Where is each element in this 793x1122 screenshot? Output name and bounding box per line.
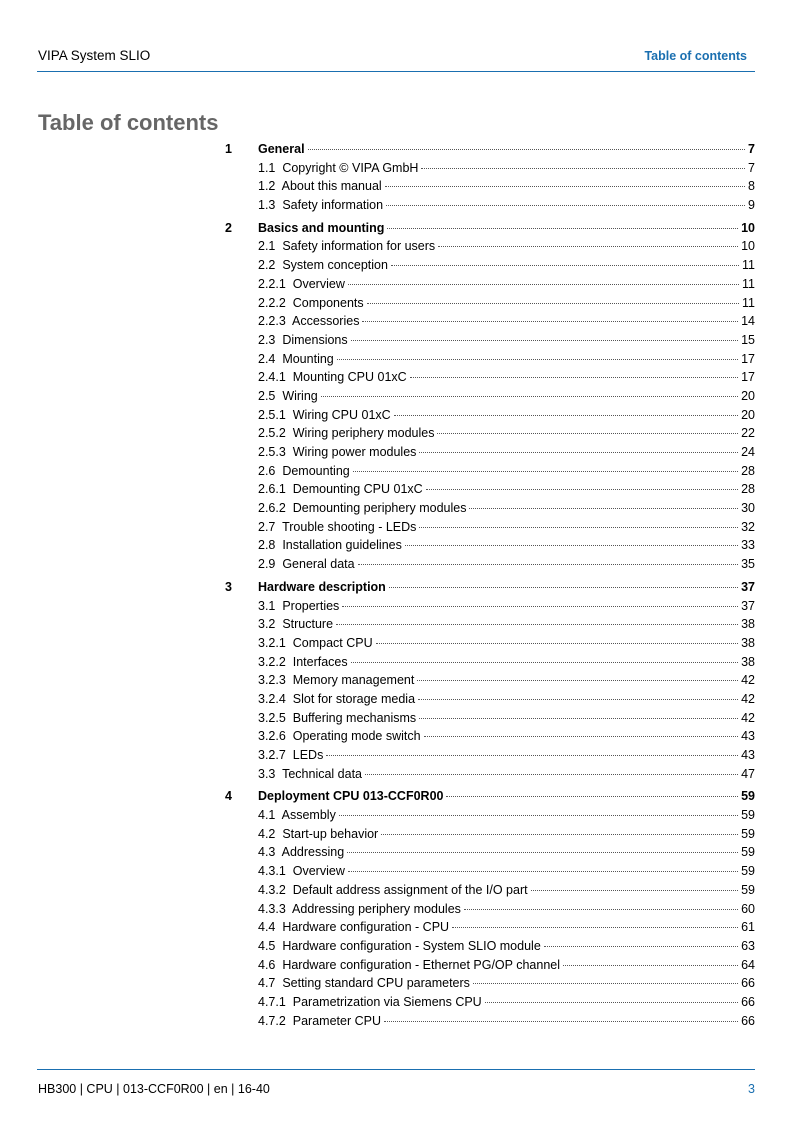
toc-row[interactable] [225,480,755,499]
toc-entry-title: 4.7.1 Parametrization via Siemens CPU [258,994,482,1009]
toc-entry[interactable] [258,350,755,369]
toc-entry-title: 2.4.1 Mounting CPU 01xC [258,370,407,385]
toc-row[interactable] [225,536,755,555]
toc-entry-title: 4.5 Hardware configuration - System SLIO module [258,938,541,953]
header-product: VIPA System SLIO [38,48,151,63]
toc-entry-title: 2.5.2 Wiring periphery modules [258,426,435,441]
toc-page-number: 30 [741,501,755,516]
toc-row[interactable] [225,690,755,709]
toc-dot-leader [419,445,738,454]
toc-entry-title: 2.7 Trouble shooting - LEDs [258,519,417,534]
toc-page-number: 37 [741,598,755,613]
toc-entry-title: Deployment CPU 013-CCF0R00 [258,789,444,804]
toc-row[interactable] [225,237,755,256]
toc-dot-leader [353,463,738,472]
toc-entry-title: 3.2.5 Buffering mechanisms [258,710,417,725]
toc-page-number: 59 [741,864,755,879]
toc-chapter-number: 1 [225,142,232,156]
toc-dot-leader [424,729,739,738]
toc-page-number: 28 [741,463,755,478]
toc-chapter-number: 2 [225,220,232,235]
toc-entry[interactable] [258,312,755,331]
toc-page-number: 66 [741,976,755,991]
toc-chapter-row[interactable] [225,219,755,238]
toc-dot-leader [410,370,738,379]
toc-page-number: 60 [741,901,755,916]
toc-entry[interactable] [258,424,755,443]
toc-entry-title: 4.4 Hardware configuration - CPU [258,920,450,935]
toc-dot-leader [544,938,738,947]
toc-row[interactable] [225,634,755,653]
toc-entry-title: 2.6 Demounting [258,463,350,478]
toc-row[interactable] [225,443,755,462]
toc-entry[interactable] [258,237,755,256]
toc-row[interactable] [225,615,755,634]
toc-entry-title: 1.3 Safety information [258,198,384,213]
toc-row[interactable] [225,462,755,481]
toc-entry[interactable] [258,140,755,159]
toc-page-number: 59 [741,845,755,860]
toc-entry[interactable] [258,900,755,919]
toc-page-number: 14 [741,314,755,329]
toc-row[interactable] [225,937,755,956]
toc-dot-leader [391,258,739,267]
toc-page-number: 66 [741,994,755,1009]
toc-page-number: 63 [741,938,755,953]
toc-dot-leader [339,808,738,817]
toc-entry-title: 4.1 Assembly [258,808,336,823]
toc-entry-title: 4.3.2 Default address assignment of the I/O part [258,882,528,897]
toc-page-number: 59 [741,789,755,804]
toc-page-number: 11 [742,276,755,291]
toc-dot-leader [365,766,738,775]
toc-entry[interactable] [258,974,755,993]
toc-dot-leader [419,710,738,719]
toc-dot-leader [469,501,738,510]
toc-entry[interactable] [258,406,755,425]
toc-entry-title: 3.3 Technical data [258,766,363,781]
toc-chapter-row[interactable] [225,140,755,159]
toc-page-number: 8 [748,179,755,194]
toc-entry[interactable] [258,462,755,481]
toc-entry[interactable] [258,727,755,746]
toc-row[interactable] [225,862,755,881]
toc-dot-leader [437,426,738,435]
toc-row[interactable] [225,350,755,369]
toc-page-number: 61 [741,920,755,935]
toc-dot-leader [362,314,738,323]
toc-page-number: 33 [741,538,755,553]
toc-entry-title: 1.1 Copyright © VIPA GmbH [258,160,419,175]
toc-dot-leader [367,295,739,304]
toc-page-number: 38 [741,617,755,632]
toc-row[interactable] [225,709,755,728]
toc-page-number: 59 [741,826,755,841]
toc-entry[interactable] [258,578,755,597]
toc-entry-title: 2.6.1 Demounting CPU 01xC [258,482,423,497]
toc-entry-title: 3.2.4 Slot for storage media [258,691,416,706]
toc-dot-leader [348,276,739,285]
toc-entry[interactable] [258,690,755,709]
toc-row[interactable] [225,555,755,574]
toc-row[interactable] [225,424,755,443]
toc-entry-title: 2.5.3 Wiring power modules [258,445,417,459]
toc-dot-leader [389,579,738,588]
toc-entry[interactable] [258,256,755,275]
toc-entry-title: 3.1 Properties [258,598,340,613]
toc-entry-title: 4.3 Addressing [258,845,345,860]
toc-entry[interactable] [258,196,755,215]
toc-entry[interactable] [258,387,755,406]
toc-entry-title: 4.6 Hardware configuration - Ethernet PG/OP channel [258,957,561,972]
toc-page-number: 17 [741,370,755,385]
toc-row[interactable] [225,597,755,616]
toc-dot-leader [386,198,745,207]
toc-page-number: 28 [741,482,755,497]
toc-entry[interactable] [258,671,755,690]
toc-page-number: 10 [741,239,755,254]
toc-entry[interactable] [258,331,755,350]
toc-page-number: 11 [742,258,755,273]
toc-page-number: 38 [741,654,755,669]
toc-dot-leader [385,179,745,188]
toc-dot-leader [421,160,745,169]
toc-dot-leader [438,239,738,248]
toc-entry[interactable] [258,480,755,499]
toc-entry[interactable] [258,499,755,518]
toc-dot-leader [337,351,738,360]
toc-row[interactable] [225,900,755,919]
toc-dot-leader [531,882,739,891]
toc-entry[interactable] [258,806,755,825]
toc-entry-title: Hardware description [258,579,386,594]
toc-entry-title: 2.3 Dimensions [258,332,348,347]
toc-entry[interactable] [258,746,755,765]
toc-row[interactable] [225,518,755,537]
toc-page-number: 59 [741,882,755,897]
toc-dot-leader [351,654,738,663]
toc-entry-title: 2.2.3 Accessories [258,314,360,329]
toc-entry-title: 2.2 System conception [258,258,388,273]
toc-page-number: 22 [741,426,755,441]
toc-chapter-row[interactable] [225,787,755,806]
table-of-contents [225,140,755,1030]
toc-row[interactable] [225,974,755,993]
toc-entry-title: 3.2.3 Memory management [258,673,415,688]
toc-entry[interactable] [258,536,755,555]
toc-row[interactable] [225,312,755,331]
toc-dot-leader [326,748,738,757]
toc-entry[interactable] [258,843,755,862]
toc-page-number: 37 [741,579,755,594]
footer-document-id: HB300 | CPU | 013-CCF0R00 | en | 16-40 [38,1082,270,1096]
toc-entry[interactable] [258,615,755,634]
toc-row[interactable] [225,746,755,765]
toc-dot-leader [394,407,738,416]
toc-entry-title: 1.2 About this manual [258,179,382,194]
toc-page-number: 43 [741,748,755,762]
toc-entry-title: 2.9 General data [258,557,355,572]
toc-page-number: 42 [741,710,755,725]
toc-row[interactable] [225,331,755,350]
toc-page-number: 17 [741,351,755,366]
header-section: Table of contents [644,49,747,63]
toc-entry-title: 2.5.1 Wiring CPU 01xC [258,407,391,422]
toc-page-number: 32 [741,519,755,534]
toc-page-number: 42 [741,673,755,688]
footer-divider [37,1069,755,1070]
toc-row[interactable] [225,159,755,178]
toc-row[interactable] [225,825,755,844]
toc-row[interactable] [225,294,755,313]
toc-row[interactable] [225,806,755,825]
toc-entry[interactable] [258,993,755,1012]
toc-chapter-number: 3 [225,579,232,594]
toc-row[interactable] [225,256,755,275]
toc-entry-title: 2.2.2 Components [258,295,364,310]
toc-entry[interactable] [258,634,755,653]
toc-entry[interactable] [258,177,755,196]
toc-page-number: 42 [741,691,755,706]
toc-dot-leader [351,332,738,341]
toc-page-number: 43 [741,729,755,744]
toc-dot-leader [417,673,738,682]
header-divider [37,71,755,72]
toc-row[interactable] [225,993,755,1012]
toc-dot-leader [342,598,738,607]
toc-entry-title: 2.5 Wiring [258,388,318,403]
toc-entry[interactable] [258,443,755,462]
toc-page-number: 24 [741,445,755,459]
toc-page-number: 15 [741,332,755,347]
toc-entry-title: 2.8 Installation guidelines [258,538,402,553]
toc-row[interactable] [225,956,755,975]
toc-entry-title: 4.3.3 Addressing periphery modules [258,901,461,916]
toc-entry-title: 4.3.1 Overview [258,864,345,879]
toc-entry[interactable] [258,555,755,574]
page-title: Table of contents [38,110,219,135]
toc-page-number: 11 [742,295,755,310]
toc-entry-title: 2.4 Mounting [258,351,334,366]
toc-page-number: 59 [741,808,755,823]
toc-dot-leader [376,635,738,644]
toc-entry[interactable] [258,518,755,537]
toc-dot-leader [426,482,738,491]
toc-chapter-number: 4 [225,789,232,804]
toc-page-number: 7 [748,160,755,175]
toc-entry[interactable] [258,1012,755,1031]
toc-page-number: 9 [748,198,755,213]
toc-row[interactable] [225,275,755,294]
toc-dot-leader [384,1013,738,1022]
toc-entry-title: 3.2 Structure [258,617,334,632]
toc-dot-leader [308,142,745,151]
toc-entry-title: 4.2 Start-up behavior [258,826,379,841]
toc-row[interactable] [225,406,755,425]
toc-row[interactable] [225,499,755,518]
toc-entry[interactable] [258,294,755,313]
toc-entry[interactable] [258,881,755,900]
toc-entry-title: 3.2.6 Operating mode switch [258,729,421,744]
footer-page-number: 3 [748,1082,755,1096]
toc-entry-title: General [258,142,305,156]
toc-entry-title: 3.2.2 Interfaces [258,654,348,669]
toc-dot-leader [358,557,738,566]
toc-row[interactable] [225,653,755,672]
toc-dot-leader [563,957,738,966]
toc-row[interactable] [225,196,755,215]
toc-entry[interactable] [258,597,755,616]
toc-entry-title: 2.2.1 Overview [258,276,345,291]
toc-dot-leader [473,976,738,985]
toc-dot-leader [485,994,738,1003]
toc-entry-title: Basics and mounting [258,220,385,235]
toc-entry[interactable] [258,219,755,238]
toc-page-number: 20 [741,388,755,403]
toc-dot-leader [321,388,738,397]
toc-dot-leader [418,691,738,700]
toc-dot-leader [348,864,738,873]
toc-dot-leader [405,538,738,547]
toc-dot-leader [347,845,738,854]
toc-entry[interactable] [258,709,755,728]
toc-dot-leader [381,826,738,835]
toc-entry-title: 3.2.7 LEDs [258,748,324,762]
toc-entry[interactable] [258,918,755,937]
toc-row[interactable] [225,727,755,746]
toc-entry[interactable] [258,956,755,975]
toc-entry-title: 3.2.1 Compact CPU [258,635,373,650]
toc-page-number: 7 [748,142,755,156]
toc-row[interactable] [225,1012,755,1031]
toc-entry[interactable] [258,825,755,844]
toc-page-number: 64 [741,957,755,972]
toc-row[interactable] [225,843,755,862]
toc-dot-leader [387,220,738,229]
toc-entry[interactable] [258,862,755,881]
toc-page-number: 47 [741,766,755,781]
toc-entry[interactable] [258,275,755,294]
toc-row[interactable] [225,765,755,784]
toc-entry[interactable] [258,765,755,784]
toc-page-number: 38 [741,635,755,650]
toc-row[interactable] [225,177,755,196]
toc-dot-leader [464,901,738,910]
toc-row[interactable] [225,387,755,406]
toc-page-number: 35 [741,557,755,572]
toc-page-number: 20 [741,407,755,422]
toc-row[interactable] [225,918,755,937]
toc-page-number: 10 [741,220,755,235]
toc-dot-leader [452,920,738,929]
toc-entry[interactable] [258,787,755,806]
toc-row[interactable] [225,368,755,387]
toc-entry-title: 4.7.2 Parameter CPU [258,1013,381,1028]
toc-page-number: 66 [741,1013,755,1028]
toc-chapter-row[interactable] [225,578,755,597]
toc-entry-title: 4.7 Setting standard CPU parameters [258,976,470,991]
toc-row[interactable] [225,881,755,900]
toc-entry[interactable] [258,653,755,672]
toc-dot-leader [419,519,738,528]
toc-entry-title: 2.6.2 Demounting periphery modules [258,501,467,516]
toc-entry[interactable] [258,159,755,178]
toc-row[interactable] [225,671,755,690]
toc-entry-title: 2.1 Safety information for users [258,239,436,254]
toc-entry[interactable] [258,368,755,387]
toc-entry[interactable] [258,937,755,956]
toc-dot-leader [446,789,738,798]
toc-dot-leader [336,617,738,626]
